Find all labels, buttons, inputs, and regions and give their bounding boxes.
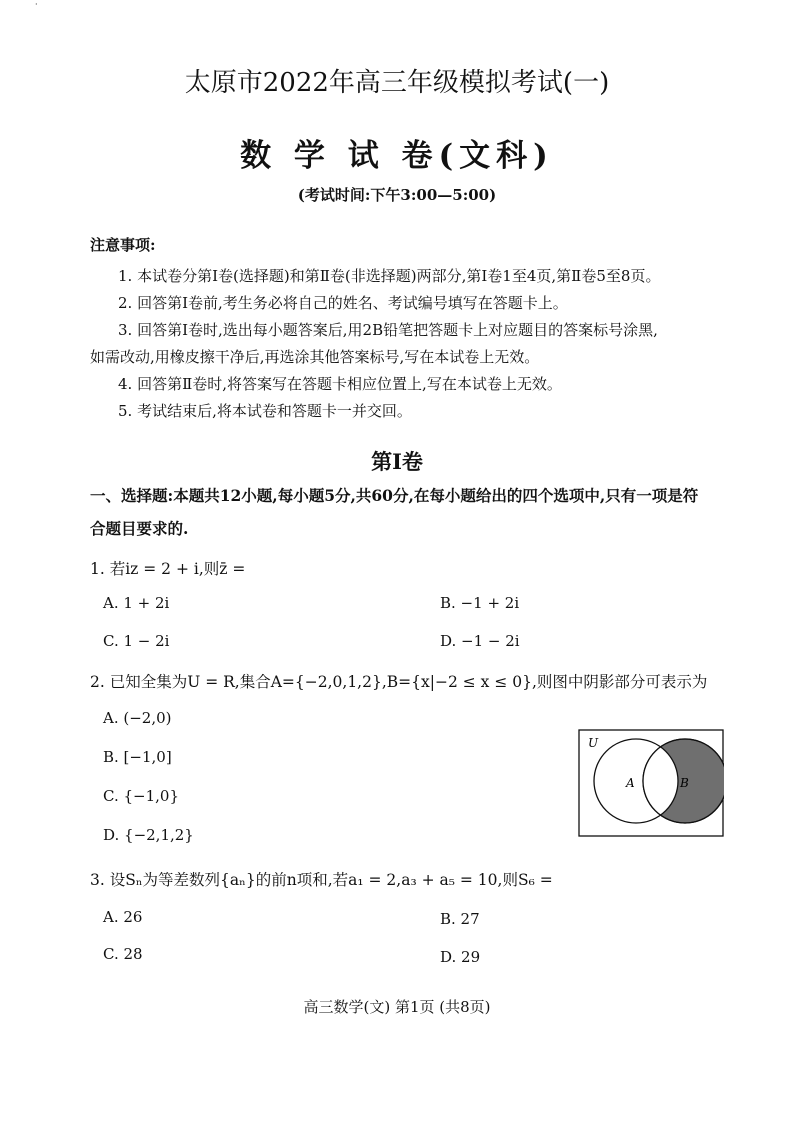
option-d: D. {−2,1,2} [103,826,194,844]
set-b-label: B [680,776,689,790]
notice-item: 2. 回答第Ⅰ卷前,考生务必将自己的姓名、考试编号填写在答题卡上。 [118,294,568,312]
option-a: A. 26 [103,908,143,926]
option-d: D. −1 − 2i [440,632,520,650]
exam-title: 太原市2022年高三年级模拟考试(一) [184,68,610,98]
option-b: B. 27 [440,910,480,928]
page-footer: 高三数学(文) 第1页 (共8页) [303,998,491,1016]
notice-heading: 注意事项: [90,236,156,254]
notice-item: 如需改动,用橡皮擦干净后,再选涂其他答案标号,写在本试卷上无效。 [90,348,540,366]
notice-item: 5. 考试结束后,将本试卷和答题卡一并交回。 [118,402,412,420]
universe-label: U [588,736,599,750]
notice-item: 4. 回答第Ⅱ卷时,将答案写在答题卡相应位置上,写在本试卷上无效。 [118,375,562,393]
scan-mark: · [35,0,38,9]
option-d: D. 29 [440,948,481,966]
notice-item: 3. 回答第Ⅰ卷时,选出每小题答案后,用2B铅笔把答题卡上对应题目的答案标号涂黑, [118,321,658,339]
option-c: C. 28 [103,945,143,963]
part-instructions-line1: 一、选择题:本题共12小题,每小题5分,共60分,在每小题给出的四个选项中,只有一项是符 [90,486,699,505]
exam-time: (考试时间:下午3:00—5:00) [297,186,497,204]
set-a-label: A [626,776,635,790]
option-a: A. (−2,0) [103,709,172,727]
paper-subtitle: 数 学 试 卷(文科) [240,138,554,174]
option-a: A. 1 + 2i [103,594,170,612]
question-stem: 3. 设Sₙ为等差数列{aₙ}的前n项和,若a₁ = 2,a₃ + a₅ = 10,则S₆ = [90,871,553,889]
part-instructions-line2: 合题目要求的. [90,519,189,538]
option-b: B. [−1,0] [103,748,172,766]
option-c: C. {−1,0} [103,787,179,805]
option-c: C. 1 − 2i [103,632,170,650]
question-stem: 2. 已知全集为U = R,集合A={−2,0,1,2},B={x|−2 ≤ x ≤ 0},则图中阴影部分可表示为 [90,673,708,691]
option-b: B. −1 + 2i [440,594,520,612]
section-title: 第Ⅰ卷 [371,449,423,474]
venn-diagram [578,729,724,837]
notice-item: 1. 本试卷分第Ⅰ卷(选择题)和第Ⅱ卷(非选择题)两部分,第Ⅰ卷1至4页,第Ⅱ卷5至8页。 [118,267,661,285]
question-stem: 1. 若iz = 2 + i,则z̄ = [90,560,246,578]
